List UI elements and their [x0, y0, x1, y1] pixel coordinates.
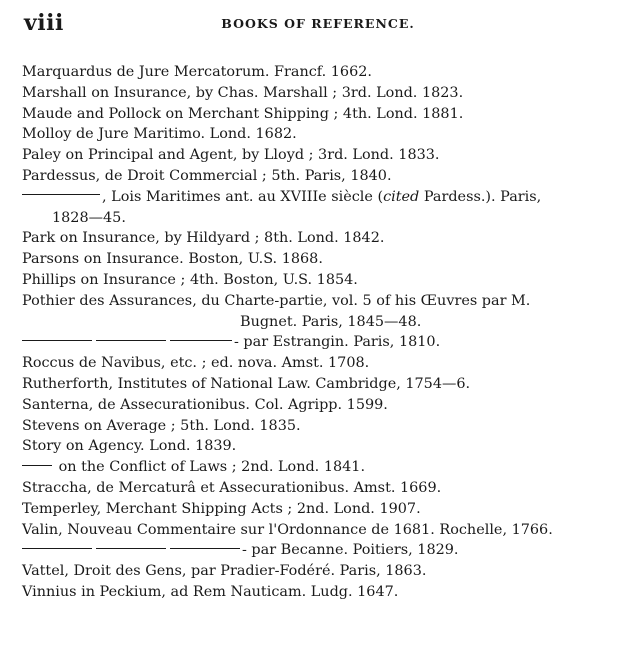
- ditto-dash: [170, 548, 240, 549]
- list-item: [0, 395, 636, 416]
- entry-text: - par Becanne. Poitiers, 1829.: [242, 542, 459, 559]
- list-item: [0, 62, 636, 83]
- running-head: BOOKS OF REFERENCE.: [221, 16, 415, 31]
- list-item: [0, 582, 636, 603]
- entry-text: Pardess.). Paris,: [419, 188, 542, 205]
- entry-text: Vattel, Droit des Gens, par Pradier-Fodéré. Paris, 1863.: [22, 563, 427, 580]
- entry-text: Pothier des Assurances, du Charte-partie, vol. 5 of his Œuvres par M.: [22, 292, 531, 309]
- ditto-dash: [22, 340, 92, 341]
- list-item: [0, 374, 636, 395]
- entry-text: Rutherforth, Institutes of National Law. Cambridge, 1754—6.: [22, 375, 471, 392]
- entry-text: Roccus de Navibus, etc. ; ed. nova. Amst. 1708.: [22, 355, 370, 372]
- entry-text: Valin, Nouveau Commentaire sur l'Ordonnance de 1681. Rochelle, 1766.: [22, 521, 553, 538]
- list-item: [0, 499, 636, 520]
- entry-text: Vinnius in Peckium, ad Rem Nauticam. Ludg. 1647.: [22, 583, 399, 600]
- page-number: viii: [24, 10, 64, 36]
- entry-text: Stevens on Average ; 5th. Lond. 1835.: [22, 417, 301, 434]
- list-item: [0, 332, 636, 353]
- entry-text: Phillips on Insurance ; 4th. Boston, U.S. 1854.: [22, 271, 358, 288]
- list-item: [0, 561, 636, 582]
- entry-continuation: 1828—45.: [52, 209, 126, 226]
- entry-text: , Lois Maritimes ant. au XVIIIe siècle (: [102, 188, 384, 205]
- entry-text: Pardessus, de Droit Commercial ; 5th. Paris, 1840.: [22, 167, 392, 184]
- list-item: [0, 166, 636, 187]
- ditto-dash: [170, 340, 232, 341]
- entry-italic-text: cited: [383, 188, 420, 205]
- list-item: [0, 249, 636, 270]
- entry-text: Straccha, de Mercaturâ et Assecurationibus. Amst. 1669.: [22, 479, 442, 496]
- entry-text: Temperley, Merchant Shipping Acts ; 2nd. Lond. 1907.: [22, 500, 421, 517]
- list-item: [0, 145, 636, 166]
- entry-text: Parsons on Insurance. Boston, U.S. 1868.: [22, 251, 323, 268]
- list-item: [0, 124, 636, 145]
- entry-text: Marshall on Insurance, by Chas. Marshall ; 3rd. Lond. 1823.: [22, 84, 464, 101]
- entry-text: Santerna, de Assecurationibus. Col. Agripp. 1599.: [22, 396, 388, 413]
- list-item: [0, 291, 636, 333]
- entry-text: Marquardus de Jure Mercatorum. Francf. 1662.: [22, 64, 372, 80]
- list-item: [0, 520, 636, 541]
- list-item: [0, 416, 636, 437]
- entry-continuation: Bugnet. Paris, 1845—48.: [240, 313, 422, 330]
- list-item: [0, 353, 636, 374]
- ditto-dash: [22, 194, 100, 195]
- entry-text: Park on Insurance, by Hildyard ; 8th. Lond. 1842.: [22, 230, 385, 247]
- list-item: [0, 187, 636, 229]
- entry-text: on the Conflict of Laws ; 2nd. Lond. 1841.: [58, 459, 366, 476]
- entry-text: Paley on Principal and Agent, by Lloyd ; 3rd. Lond. 1833.: [22, 147, 440, 164]
- ditto-dash: [96, 340, 166, 341]
- entry-text: Story on Agency. Lond. 1839.: [22, 438, 237, 455]
- list-item: [0, 270, 636, 291]
- list-item: [0, 83, 636, 104]
- list-item: [0, 540, 636, 561]
- entry-text: Molloy de Jure Maritimo. Lond. 1682.: [22, 126, 297, 143]
- entry-text: - par Estrangin. Paris, 1810.: [234, 334, 441, 351]
- ditto-dash: [22, 465, 52, 466]
- page-header: [24, 10, 612, 40]
- ditto-dash: [22, 548, 92, 549]
- list-item: [0, 104, 636, 125]
- reference-list: [0, 62, 636, 603]
- list-item: [0, 478, 636, 499]
- list-item: [0, 228, 636, 249]
- entry-text: Maude and Pollock on Merchant Shipping ; 4th. Lond. 1881.: [22, 105, 464, 122]
- list-item: [0, 436, 636, 457]
- list-item: [0, 457, 636, 478]
- ditto-dash: [96, 548, 166, 549]
